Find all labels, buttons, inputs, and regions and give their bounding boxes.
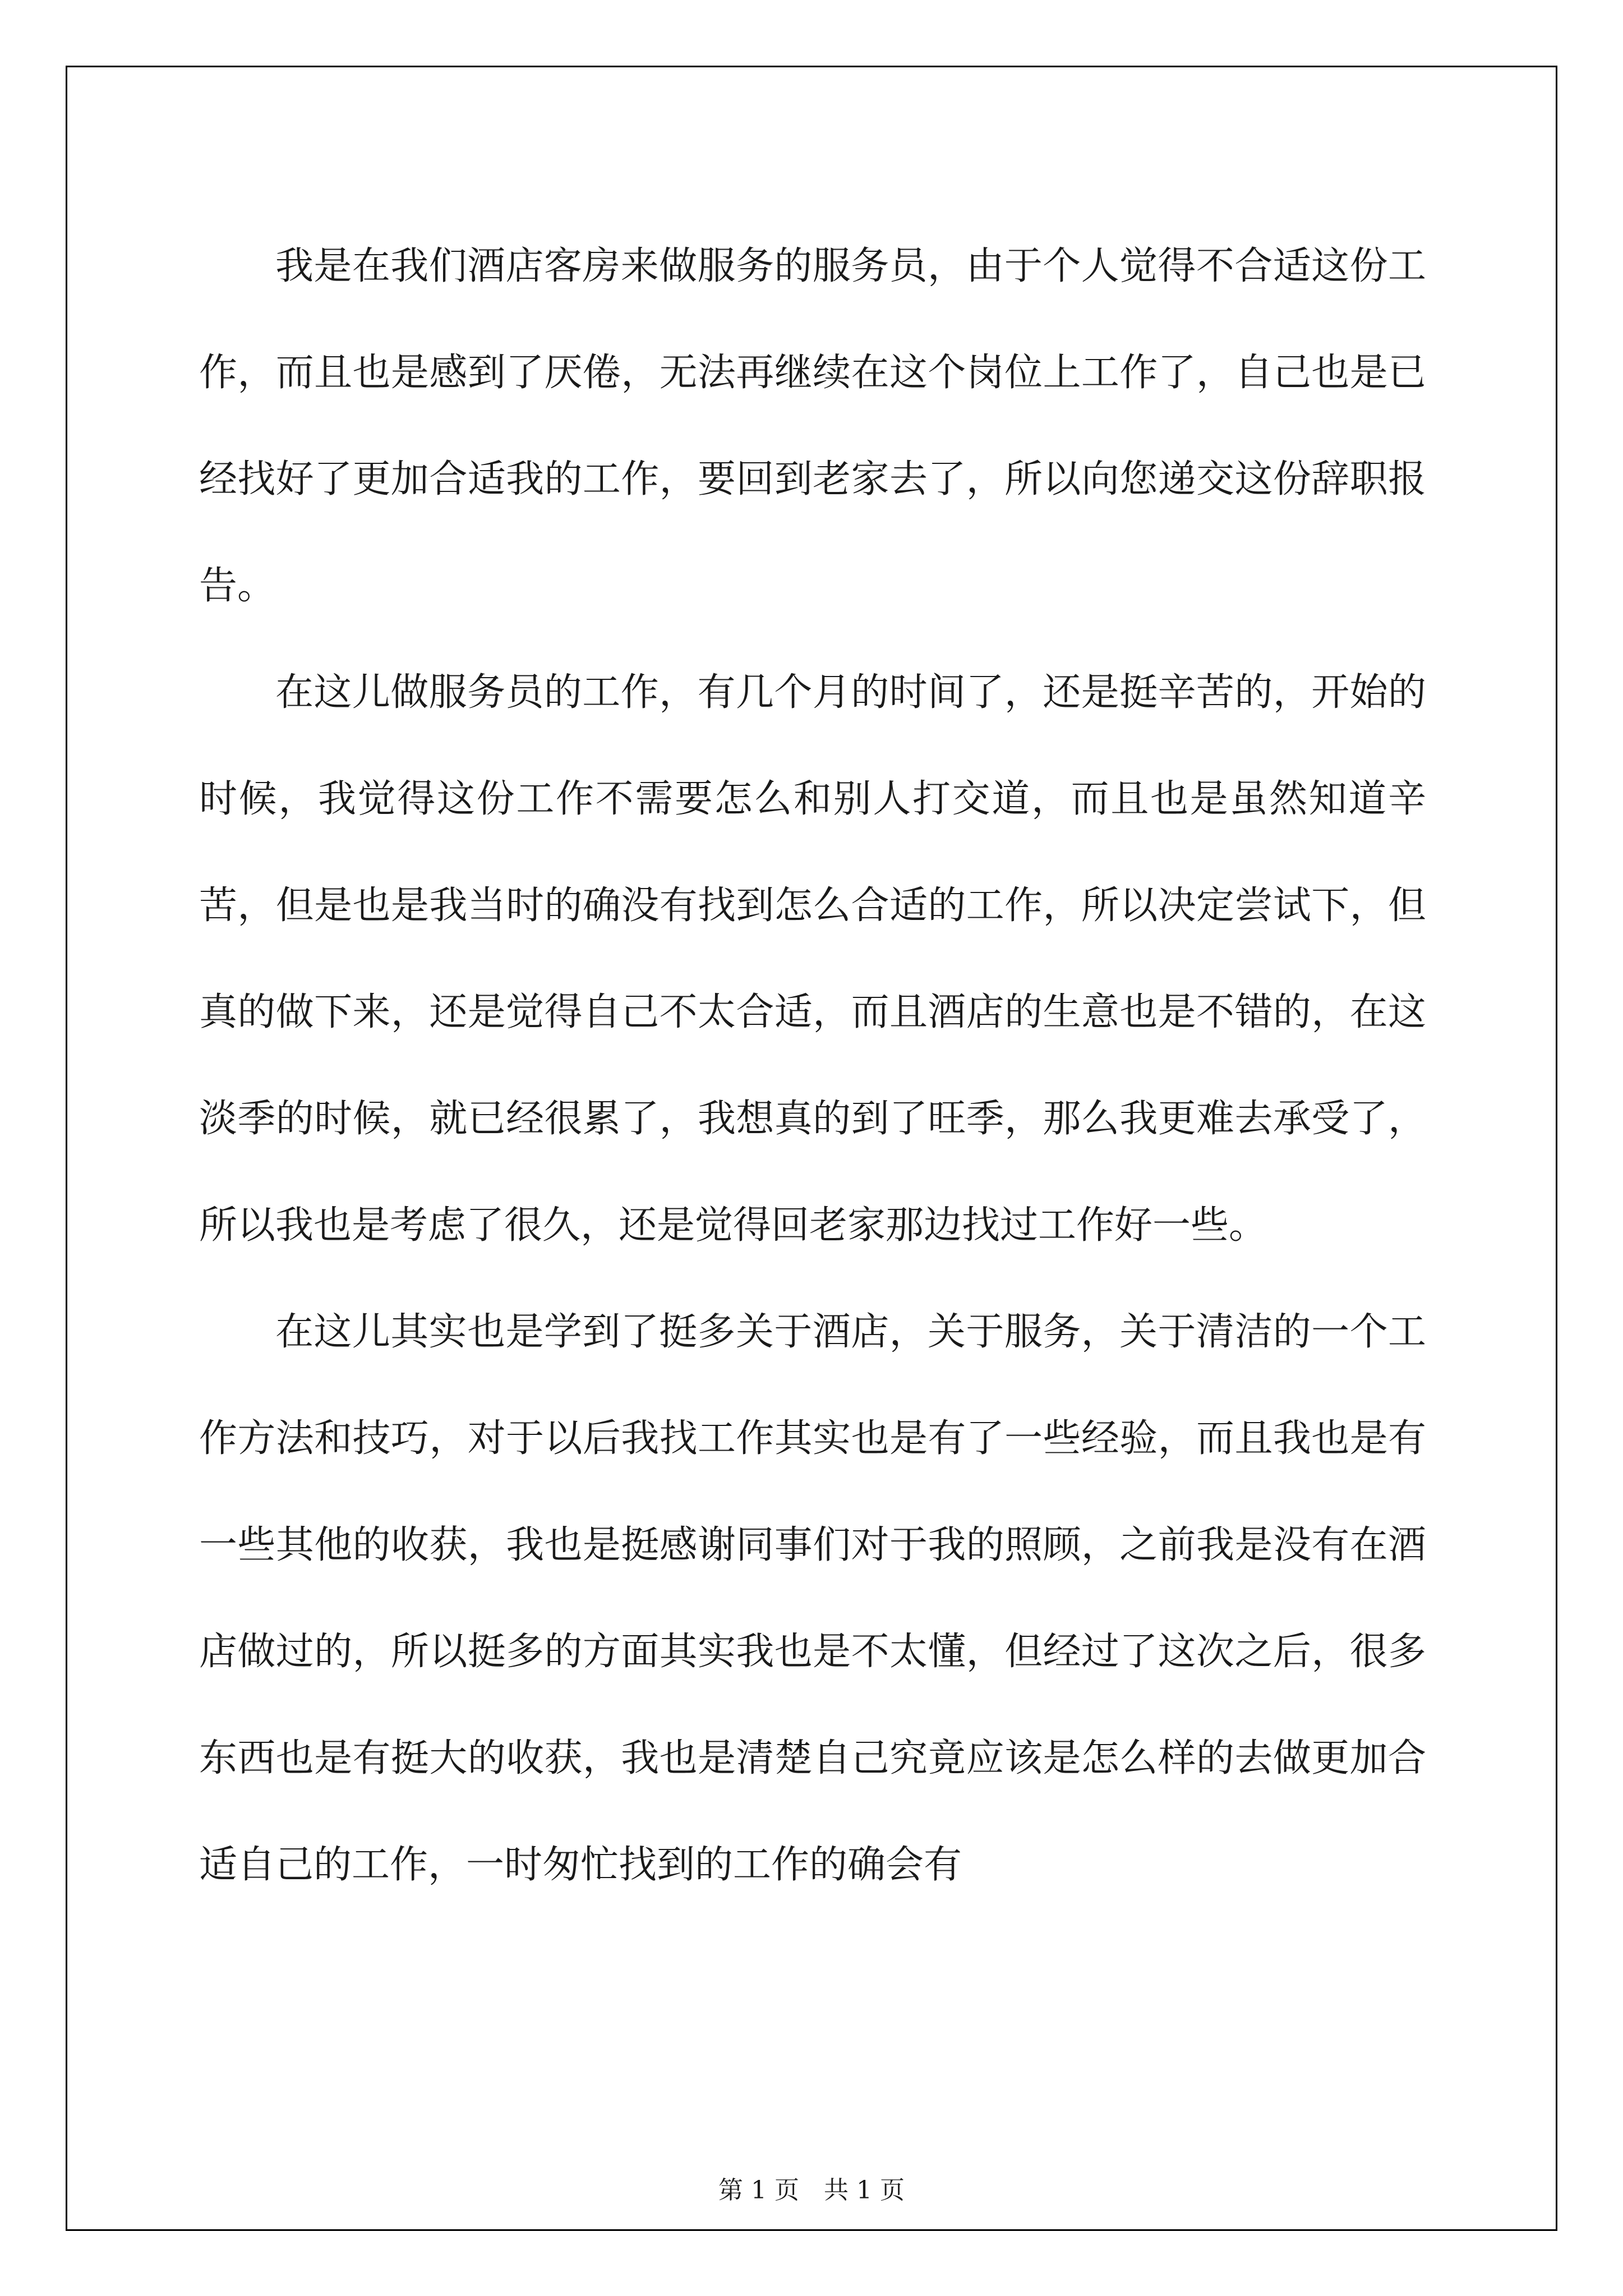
document-body bbox=[199, 213, 1426, 1918]
paragraph-3: 在这儿其实也是学到了挺多关于酒店，关于服务，关于清洁的一个工作方法和技巧，对于以后我找工作其实也是有了一些经验，而且我也是有一些其他的收获，我也是挺感谢同事们对于我的照顾，之前我是没有在酒店做过的，所以挺多的方面其实我也是不太懂，但经过了这次之后，很多东西也是有挺大的收获，我也是清楚自己究竟应该是怎么样的去做更加合适自己的工作，一时匆忙找到的工作的确会有 bbox=[199, 1310, 1426, 1887]
page-number-footer: 第 1 页 共 1 页 bbox=[718, 2176, 905, 2205]
paragraph-2: 在这儿做服务员的工作，有几个月的时间了，还是挺辛苦的，开始的时候，我觉得这份工作不需要怎么和别人打交道，而且也是虽然知道辛苦，但是也是我当时的确没有找到怎么合适的工作，所以决定尝试下，但真的做下来，还是觉得自己不太合适，而且酒店的生意也是不错的，在这淡季的时候，就已经很累了，我想真的到了旺季，那么我更难去承受了，所以我也是考虑了很久，还是觉得回老家那边找过工作好一些。 bbox=[199, 670, 1426, 1248]
paragraph-1: 我是在我们酒店客房来做服务的服务员，由于个人觉得不合适这份工作，而且也是感到了厌倦，无法再继续在这个岗位上工作了，自己也是已经找好了更加合适我的工作，要回到老家去了，所以向您递交这份辞职报告。 bbox=[199, 244, 1426, 608]
